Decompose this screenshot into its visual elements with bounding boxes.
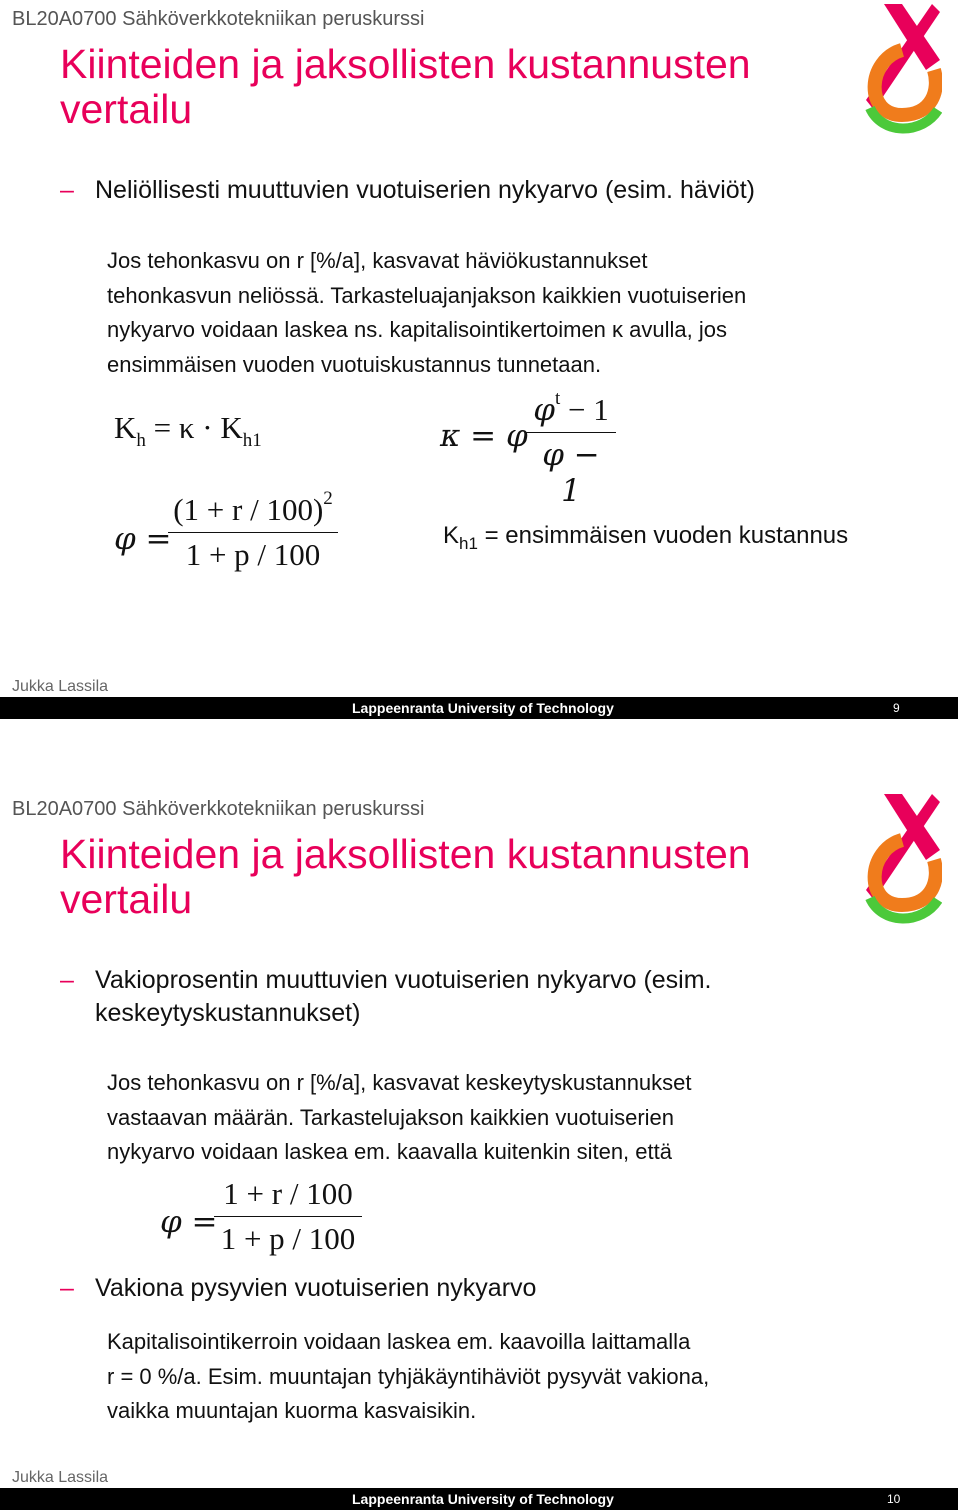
paragraph (107, 1325, 827, 1429)
paragraph-line: ensimmäisen vuoden vuotuiskustannus tunnetaan. (107, 351, 602, 377)
paragraph-line: nykyarvo voidaan laskea em. kaavalla kuitenkin siten, että (107, 1139, 672, 1164)
formula-kappa-fraction: $\varphi^t - 1$ φ − 1 (526, 392, 616, 509)
formula-phi-fraction: 1 + r / 100 1 + p / 100 (214, 1176, 362, 1257)
bullet-dash-icon: – (60, 1274, 74, 1302)
bullet-item (60, 174, 795, 207)
course-title: BL20A0700 Sähköverkkotekniikan peruskurssi (12, 798, 425, 820)
bullet-dash-icon: – (60, 966, 74, 994)
bullet-item (60, 1272, 795, 1305)
bullet-item (60, 964, 765, 1030)
formula-kappa-lhs: κ = φ (440, 418, 528, 454)
slide-9 (0, 0, 960, 735)
definition-kh1: $K_{h1}$ = ensimmäisen vuoden kustannus (443, 522, 849, 553)
slide-title: Kiinteiden ja jaksollisten kustannusten vertailu (60, 831, 751, 922)
bullet-text: Neliöllisesti muuttuvien vuotuiserien nykyarvo (esim. häviöt) (95, 176, 755, 204)
lut-logo-icon (862, 0, 942, 135)
lut-logo-icon (862, 790, 942, 925)
paragraph-line: Kapitalisointikerroin voidaan laskea em. kaavoilla laittamalla (107, 1329, 691, 1354)
footer-bar (0, 697, 958, 719)
author-name: Jukka Lassila (12, 678, 109, 695)
bullet-dash-icon: – (60, 176, 74, 204)
paragraph-line: r = 0 %/a. Esim. muuntajan tyhjäkäyntihäviöt pysyvät vakiona, (107, 1363, 710, 1389)
paragraph-line: Jos tehonkasvu on r [%/a], kasvavat häviökustannukset (107, 248, 648, 273)
paragraph-line: tehonkasvun neliössä. Tarkasteluajanjakson kaikkien vuotuiserien (107, 282, 747, 308)
course-title: BL20A0700 Sähköverkkotekniikan peruskurssi (12, 8, 425, 30)
paragraph-line: nykyarvo voidaan laskea ns. kapitalisointikertoimen κ avulla, jos (107, 317, 727, 342)
formula-phi-lhs: φ = (160, 1204, 218, 1240)
paragraph-line: Jos tehonkasvu on r [%/a], kasvavat keskeytyskustannukset (107, 1070, 692, 1095)
slide-title: Kiinteiden ja jaksollisten kustannusten vertailu (60, 41, 751, 132)
formula-kh: $K_h = \kappa \cdot K_{h1}$ (114, 410, 262, 451)
page-number: 10 (887, 1492, 901, 1506)
university-name: Lappeenranta University of Technology (352, 700, 614, 716)
paragraph-line: vastaavan määrän. Tarkastelujakson kaikkien vuotuiserien (107, 1104, 675, 1130)
formula-phi-lhs: φ = (114, 521, 172, 557)
page-number: 9 (893, 701, 900, 715)
footer-bar (0, 1488, 958, 1510)
formula-phi-fraction: $(1 + r / 100)^2$ 1 + p / 100 (168, 492, 338, 573)
paragraph (107, 1066, 827, 1170)
author-name: Jukka Lassila (12, 1469, 109, 1486)
paragraph (107, 244, 827, 382)
slide-10 (0, 790, 960, 1512)
bullet-text: Vakioprosentin muuttuvien vuotuiserien nykyarvo (esim. keskeytyskustannukset) (95, 966, 712, 1027)
bullet-text: Vakiona pysyvien vuotuiserien nykyarvo (95, 1274, 537, 1302)
university-name: Lappeenranta University of Technology (352, 1491, 614, 1507)
paragraph-line: vaikka muuntajan kuorma kasvaisikin. (107, 1398, 477, 1423)
